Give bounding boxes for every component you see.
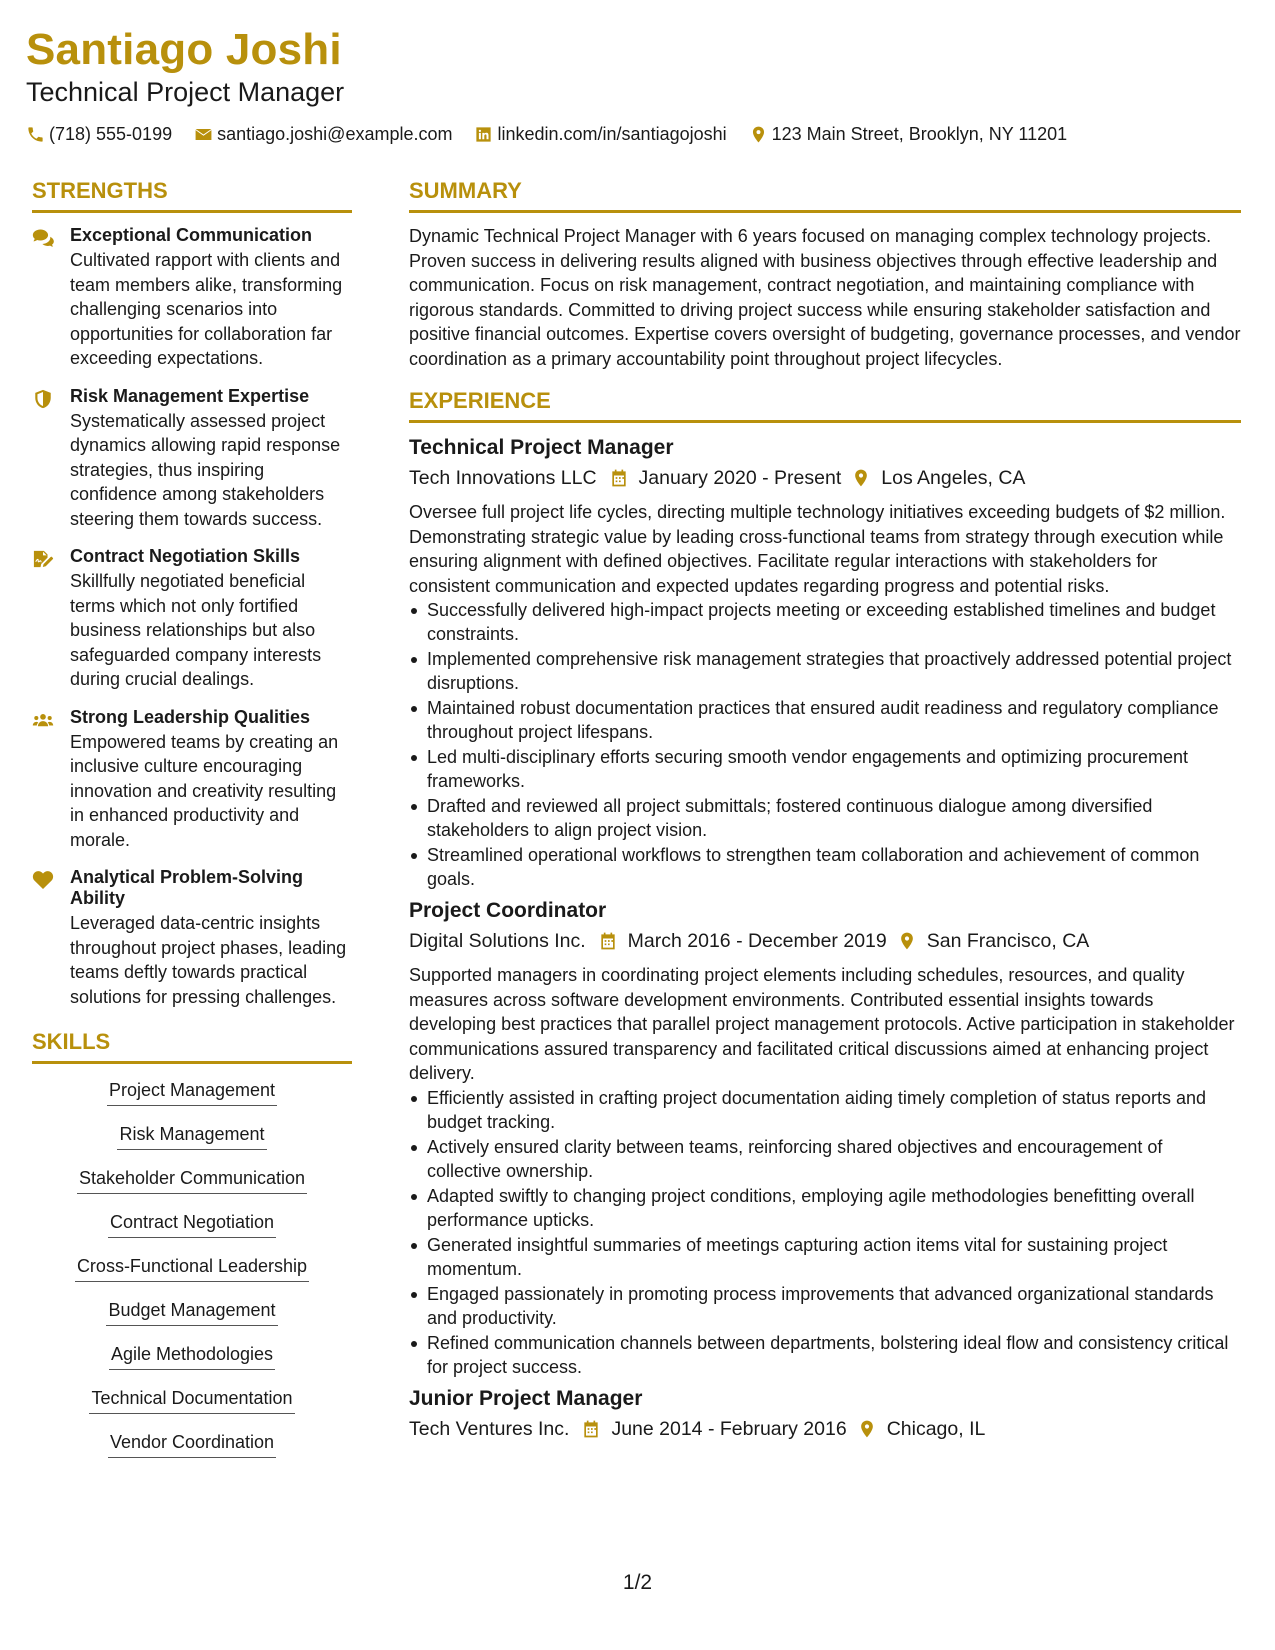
bullet-item: Implemented comprehensive risk management strategies that proactively addressed potential project disruptions. — [409, 647, 1241, 695]
job-meta — [409, 927, 1241, 955]
summary-text: Dynamic Technical Project Manager with 6 years focused on managing complex technology projects. Proven success in delivering results aligned with business objectives through effective leadership and communication. Focus on risk management, contract negotiation, and maintaining compliance with rigorous standards. Committed to driving project success while ensuring stakeholder satisfaction and positive financial outcomes. Expertise covers oversight of budgeting, governance processes, and vendor coordination as a primary accountability point throughout project lifecycles. — [409, 226, 1241, 369]
location-pin-icon — [857, 1419, 877, 1439]
bullet-item: Actively ensured clarity between teams, reinforcing shared objectives and encouragement of collective ownership. — [409, 1135, 1241, 1183]
bullet-item: Streamlined operational workflows to strengthen team collaboration and achievement of common goals. — [409, 843, 1241, 891]
job-dates: January 2020 - Present — [638, 467, 842, 489]
skills-list — [32, 1078, 352, 1474]
location-pin-icon — [749, 125, 768, 144]
strength-title: Contract Negotiation Skills — [70, 546, 301, 566]
strength-title: Exceptional Communication — [70, 225, 313, 245]
job-description: Supported managers in coordinating project elements including schedules, resources, and quality measures across software development environments. Contributed essential insights towards developing best practices that parallel project management protocols. Active participation in stakeholder communications assured transparency and facilitated critical discussions aimed at enhancing project delivery. — [409, 965, 1235, 1083]
address-text: 123 Main Street, Brooklyn, NY 11201 — [771, 124, 1068, 144]
strength-desc: Cultivated rapport with clients and team members alike, transforming challenging scenarios into opportunities for collaboration far exceeding expectations. — [70, 250, 343, 368]
strength-desc: Systematically assessed project dynamics allowing rapid response strategies, thus inspiring confidence among stakeholders steering them towards success. — [70, 410, 341, 529]
email-icon — [194, 125, 213, 144]
job-title: Junior Project Manager — [409, 1386, 643, 1410]
job-meta — [409, 1415, 1241, 1443]
linkedin-text[interactable]: linkedin.com/in/santiagojoshi — [497, 124, 727, 144]
page-number: 1/2 — [622, 1571, 653, 1594]
strength-item — [32, 546, 352, 692]
skill-item: Stakeholder Communication — [77, 1166, 307, 1194]
skill-item: Cross-Functional Leadership — [75, 1254, 309, 1282]
heart-icon — [32, 870, 54, 890]
job-bullets — [409, 598, 1241, 891]
strength-desc: Skillfully negotiated beneficial terms which not only fortified business relationships but also safeguarded company interests during crucial dealings. — [70, 571, 322, 689]
job-location: Chicago, IL — [886, 1417, 986, 1440]
contact-email[interactable] — [194, 122, 452, 146]
strength-item — [32, 386, 352, 532]
bullet-item: Drafted and reviewed all project submittals; fostered continuous dialogue among diversified stakeholders to align project vision. — [409, 794, 1241, 842]
strengths-heading: STRENGTHS — [32, 178, 352, 213]
strength-desc: Leveraged data-centric insights throughout project phases, leading teams deftly towards practical solutions for pressing challenges. — [70, 913, 347, 1007]
job-location: San Francisco, CA — [926, 930, 1090, 952]
skill-item: Contract Negotiation — [108, 1210, 276, 1238]
phone-text: (718) 555-0199 — [49, 124, 173, 144]
job-entry — [409, 897, 1241, 1379]
job-dates: March 2016 - December 2019 — [627, 930, 887, 952]
job-title: Technical Project Manager — [409, 436, 674, 459]
job-company: Digital Solutions Inc. — [409, 930, 586, 952]
right-column — [409, 178, 1241, 1443]
job-dates: June 2014 - February 2016 — [611, 1417, 847, 1440]
left-column — [32, 178, 352, 1474]
strength-title: Strong Leadership Qualities — [70, 706, 311, 727]
contact-linkedin[interactable] — [474, 122, 726, 146]
skill-item: Budget Management — [106, 1298, 277, 1326]
job-description: Oversee full project life cycles, directing multiple technology initiatives exceeding budgets of $2 million. Demonstrating strategic value by leading cross-functional teams from strategy through execution while ensuring alignment with defined objectives. Facilitate regular interactions with stakeholders for consistent communication and expected updates regarding progress and potential risks. — [409, 502, 1226, 596]
contact-phone — [26, 122, 172, 146]
job-location: Los Angeles, CA — [881, 467, 1026, 489]
location-pin-icon — [851, 468, 871, 488]
bullet-item: Successfully delivered high-impact projects meeting or exceeding established timelines and budget constraints. — [409, 598, 1241, 646]
chat-bubbles-icon — [32, 228, 54, 248]
job-company: Tech Ventures Inc. — [409, 1417, 570, 1440]
job-entry — [409, 1385, 1241, 1443]
strength-title: Analytical Problem-Solving Ability — [70, 867, 304, 908]
bullet-item: Generated insightful summaries of meetings capturing action items vital for sustaining project momentum. — [409, 1233, 1241, 1281]
email-text[interactable]: santiago.joshi@example.com — [217, 124, 453, 144]
contact-bar — [26, 122, 1246, 146]
skill-item: Agile Methodologies — [109, 1342, 275, 1370]
candidate-title: Technical Project Manager — [26, 77, 345, 107]
skill-item: Risk Management — [117, 1122, 266, 1150]
strength-desc: Empowered teams by creating an inclusive culture encouraging innovation and creativity resulting in enhanced productivity and morale. — [70, 731, 339, 850]
bullet-item: Refined communication channels between departments, bolstering ideal flow and consistency critical for project success. — [409, 1331, 1241, 1379]
skill-item: Technical Documentation — [89, 1386, 294, 1414]
strength-item — [32, 867, 352, 1009]
calendar-icon — [581, 1419, 601, 1439]
candidate-name: Santiago Joshi — [26, 25, 342, 74]
signature-icon — [32, 549, 54, 569]
job-company: Tech Innovations LLC — [409, 467, 597, 489]
job-title: Project Coordinator — [409, 899, 607, 922]
job-bullets — [409, 1086, 1241, 1379]
bullet-item: Engaged passionately in promoting process improvements that advanced organizational standards and productivity. — [409, 1282, 1241, 1330]
strength-item — [32, 225, 352, 371]
users-icon — [32, 710, 54, 730]
strength-title: Risk Management Expertise — [70, 385, 310, 406]
job-entry — [409, 434, 1241, 891]
strengths-list — [32, 225, 352, 1009]
bullet-item: Efficiently assisted in crafting project documentation aiding timely completion of status reports and budget tracking. — [409, 1086, 1241, 1134]
bullet-item: Maintained robust documentation practices that ensured audit readiness and regulatory compliance throughout project lifespans. — [409, 696, 1241, 744]
skill-item: Project Management — [107, 1078, 277, 1106]
calendar-icon — [598, 931, 618, 951]
summary-heading: SUMMARY — [409, 178, 1241, 213]
calendar-icon — [609, 468, 629, 488]
strength-item — [32, 707, 352, 853]
location-pin-icon — [897, 931, 917, 951]
job-meta — [409, 464, 1241, 492]
linkedin-icon — [474, 125, 493, 144]
resume-header — [26, 24, 1246, 146]
shield-icon — [32, 389, 54, 409]
skills-heading: SKILLS — [32, 1029, 352, 1064]
skill-item: Vendor Coordination — [108, 1430, 276, 1458]
phone-icon — [26, 125, 45, 144]
contact-address — [749, 122, 1068, 146]
bullet-item: Adapted swiftly to changing project conditions, employing agile methodologies benefitting overall performance upticks. — [409, 1184, 1241, 1232]
experience-heading: EXPERIENCE — [409, 388, 1241, 423]
bullet-item: Led multi-disciplinary efforts securing smooth vendor engagements and optimizing procurement frameworks. — [409, 745, 1241, 793]
